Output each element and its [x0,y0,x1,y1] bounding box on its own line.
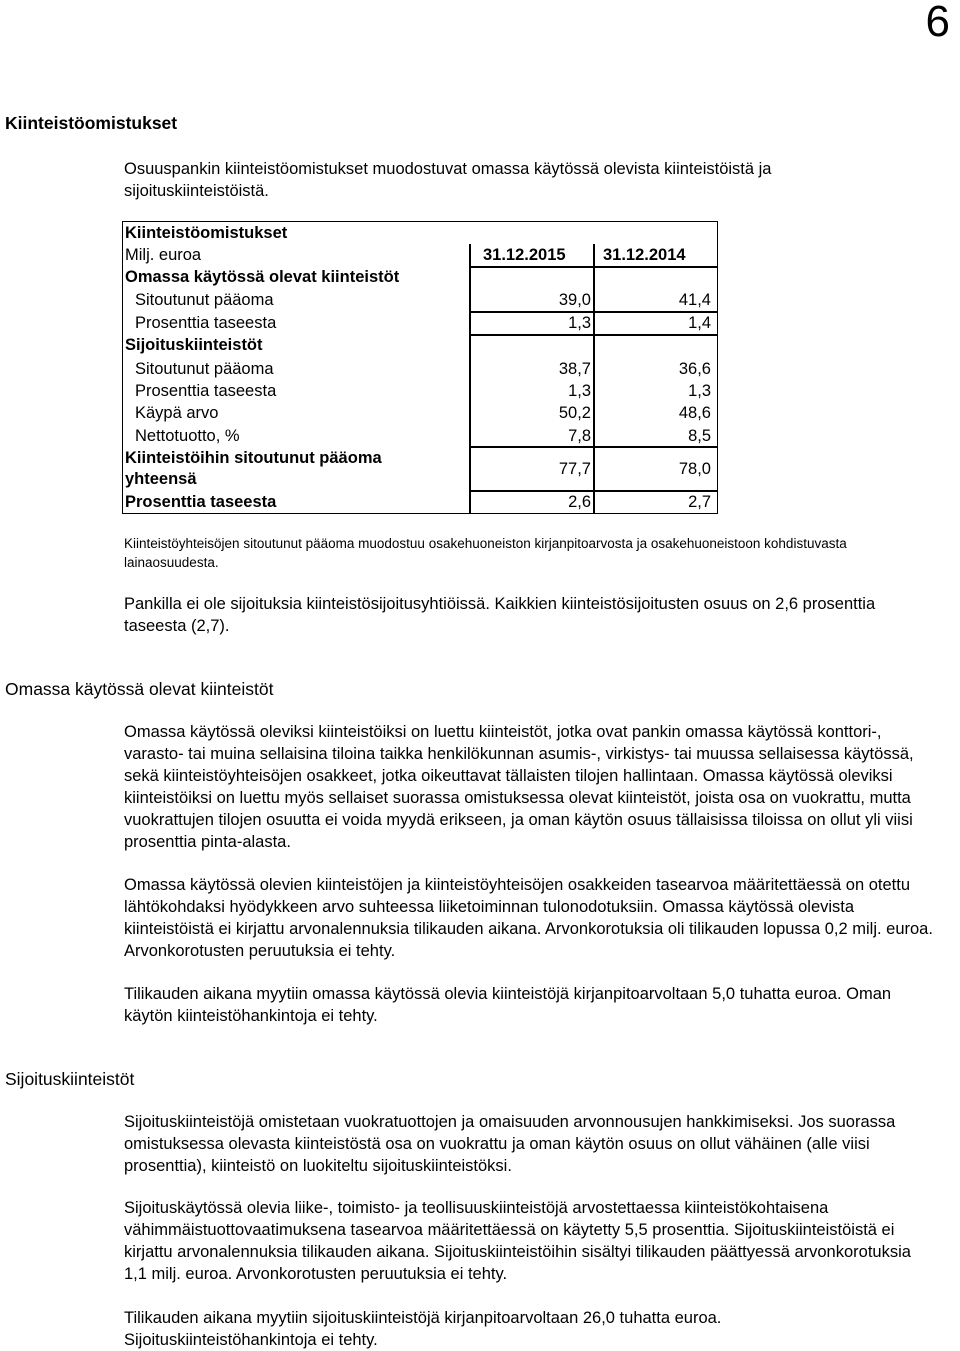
own-use-heading: Omassa käytössä olevat kiinteistöt [5,679,274,699]
table-footnote: Kiinteistöyhteisöjen sitoutunut pääoma muodostuu osakehuoneiston kirjanpitoarvosta ja osakehuoneistoon kohdistuvasta lainaosuudesta. [124,536,847,570]
table-total-rule [469,446,717,448]
own-use-paragraph-1: Omassa käytössä oleviksi kiinteistöiksi on luettu kiinteistöt, jotka ovat pankin omassa käytössä konttori-, varasto- tai muina sellaisina tiloina taikka henkilökunnan asumis-, virkistys- tai muussa sellaisessa käytössä, sekä kiinteistöyhteisöjen osakkeet, jotka oikeuttavat tällaisten tilojen hallintaan. Omassa käytössä oleviksi kiinteistöiksi on luettu myös sellaiset suorassa omistuksessa olevat kiinteistöt, joista osa on vuokrattu, mutta vuokrattujen tilojen osuutta ei voida myydä erikseen, ja oman käytön osuus tällaisissa tiloissa on ollut yli viisi prosenttia pinta-alasta. [124,723,914,851]
pct-value-2015: 2,6 [568,493,591,511]
row-value-2015: 1,3 [568,382,591,400]
row-value-2014: 8,5 [688,427,711,445]
page-number: 6 [925,0,950,46]
total-value-2015: 77,7 [558,460,591,478]
investment-paragraph-1: Sijoituskiinteistöjä omistetaan vuokratuottojen ja omaisuuden arvonnousujen hankkimiseksi. Jos suorassa omistuksessa olevasta kiinteistöstä osa on vuokrattu ja oman käytön osuus on ollut vähäinen (alle viisi prosenttia), kiinteistö on luokiteltu sijoituskiinteistöksi. [124,1113,896,1175]
column-header-2014: 31.12.2014 [603,246,686,264]
group-heading-own-use: Omassa käytössä olevat kiinteistöt [125,268,400,286]
row-label: Sitoutunut pääoma [135,360,274,378]
group-heading-investment: Sijoituskiinteistöt [125,336,263,354]
row-value-2015: 39,0 [558,291,591,309]
row-label: Nettotuotto, % [135,427,240,445]
total-label-line1: Kiinteistöihin sitoutunut pääoma [125,449,382,467]
investment-paragraph-3: Tilikauden aikana myytiin sijoituskiinteistöjä kirjanpitoarvoltaan 26,0 tuhatta euroa. Sijoituskiinteistöhankintoja ei tehty. [124,1309,722,1349]
table-group-rule [469,311,717,313]
pct-value-2014: 2,7 [688,493,711,511]
total-label-line2: yhteensä [125,470,197,488]
row-value-2014: 48,6 [678,404,711,422]
column-header-2015: 31.12.2015 [483,246,566,264]
table-header-rule [469,266,717,268]
table-column-divider [593,244,595,513]
row-value-2014: 1,4 [688,314,711,332]
row-value-2015: 7,8 [568,427,591,445]
own-use-paragraph-2: Omassa käytössä olevien kiinteistöjen ja kiinteistöyhteisöjen osakkeiden tasearvoa määritettäessä on otettu lähtökohdaksi hyödykkeen arvo suhteessa liiketoiminnan tulonodotuksiin. Omassa käytössä olevista kiinteistöistä ei kirjattu arvonalennuksia tilikauden aikana. Arvonkorotuksia oli tilikauden lopussa 0,2 milj. euroa. Arvonkorotusten peruutuksia ei tehty. [124,876,933,960]
table-unit: Milj. euroa [125,246,202,264]
row-label: Prosenttia taseesta [135,382,277,400]
table-group-rule [469,334,717,336]
pct-label: Prosenttia taseesta [125,493,277,511]
row-value-2014: 1,3 [688,382,711,400]
row-value-2015: 50,2 [558,404,591,422]
property-holdings-table [122,221,718,514]
row-value-2014: 41,4 [678,291,711,309]
row-label: Sitoutunut pääoma [135,291,274,309]
table-column-divider [469,244,471,513]
row-value-2014: 36,6 [678,360,711,378]
own-use-paragraph-3: Tilikauden aikana myytiin omassa käytössä olevia kiinteistöjä kirjanpitoarvoltaan 5,0 tuhatta euroa. Oman käytön kiinteistöhankintoja ei tehty. [124,985,892,1025]
investment-paragraph-2: Sijoituskäytössä olevia liike-, toimisto- ja teollisuuskiinteistöjä arvostettaessa kiinteistökohtaisena vähimmäistuottovaatimuksena tasearvoa määritettäessä on käytetty 5,5 prosenttia. Sijoituskiinteistöistä ei kirjattu arvonalennuksia tilikauden aikana. Sijoituskiinteistöihin sisältyi tilikauden päättyessä arvonkorotuksia 1,1 milj. euroa. Arvonkorotusten peruutuksia ei tehty. [124,1199,911,1283]
intro-paragraph: Osuuspankin kiinteistöomistukset muodostuvat omassa käytössä olevista kiinteistöistä ja sijoituskiinteistöistä. [124,160,772,200]
row-value-2015: 1,3 [568,314,591,332]
table-total-rule [469,490,717,492]
row-label: Prosenttia taseesta [135,314,277,332]
investment-note-paragraph: Pankilla ei ole sijoituksia kiinteistösijoitusyhtiöissä. Kaikkien kiinteistösijoitusten osuus on 2,6 prosenttia taseesta (2,7). [124,595,876,635]
total-value-2014: 78,0 [678,460,711,478]
table-title: Kiinteistöomistukset [125,224,288,242]
section-title: Kiinteistöomistukset [5,113,178,133]
row-value-2015: 38,7 [558,360,591,378]
row-label: Käypä arvo [135,404,219,422]
investment-heading: Sijoituskiinteistöt [5,1069,135,1089]
